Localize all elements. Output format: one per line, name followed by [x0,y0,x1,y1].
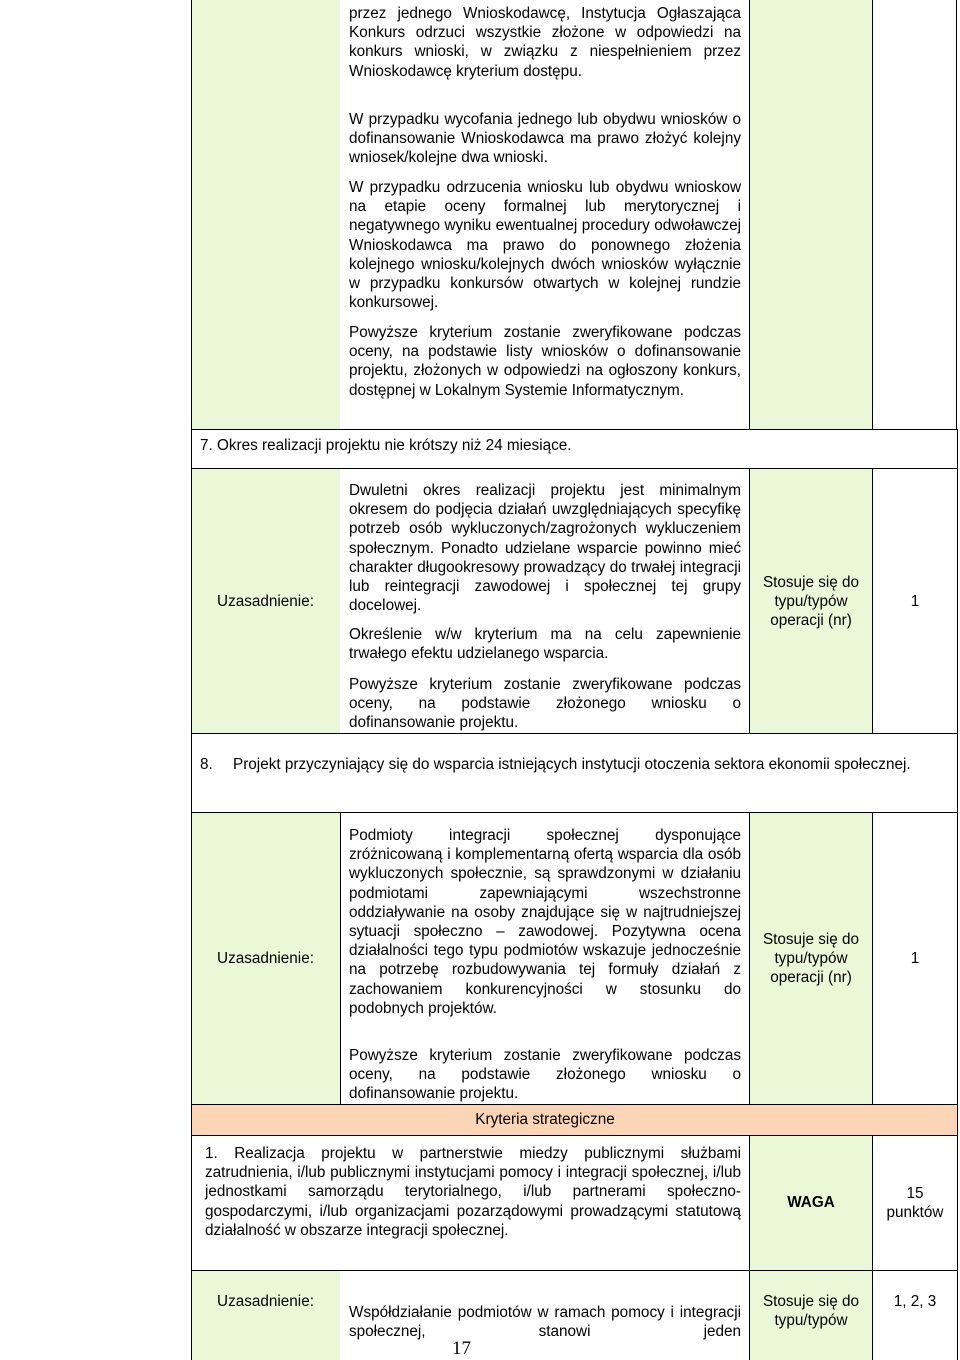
col4-top-border [873,0,957,430]
strategic-applies-text: Stosuje się do typu/typów [762,1293,860,1330]
strategic-justification-label: Uzasadnienie: [217,1293,314,1310]
criterion-8-justification-label: Uzasadnienie: [217,949,314,967]
criterion-7-justification-label: Uzasadnienie: [217,592,314,610]
criterion-8-applies-text: Stosuje się do typu/typów operacji (nr) [762,930,860,987]
criterion-7-paragraph-1: Dwuletni okres realizacji projektu jest minimalnym okresem do podjęcia działań uwzględniających specyfikę potrzeb osób wykluczonych/zagrożonych wykluczeniem społecznym. Ponadto udzielane wsparcie powinno mieć charakter długookresowy prowadzący do trwałej integracji lub reintegracji zawodowej i społecznej tej grupy docelowej. [349,482,741,615]
strategic-criterion-1-text: 1. Realizacja projektu w partnerstwie miedzy publicznymi służbami zatrudnienia, i/lub publicznymi instytucjami pomocy i integracji społecznej, i/lub jednostkami samorządu terytorialnego, i/lub partnerami społeczno-gospodarczymi, i/lub organizacjami pozarządowymi prowadzącymi statutową działalność w obszarze integracji społecznej. [205,1145,741,1239]
col1-top-shade [191,0,340,430]
criterion-8-paragraph-1: Podmioty integracji społecznej dysponujące zróżnicowaną i komplementarną ofertą wsparcia dla osób wykluczonych społecznie, są sprawdzonymi w działaniu podmiotami zapewniającymi wszechstronne oddziaływanie na osoby znajdujące się w najtrudniejszej sytuacji społeczno – zawodowej. Pozytywna ocena działalności tego typu podmiotów wskazuje jednocześnie na potrzebę rozbudowywania tej formuły działań z zachowaniem konkurencyjności w stosunku do podobnych projektów. [349,827,741,1017]
weight-label: WAGA [787,1194,835,1212]
criterion-7-paragraph-3: Powyższe kryterium zostanie zweryfikowane podczas oceny, na podstawie złożonego wniosku o dofinansowanie projektu. [349,676,741,732]
criterion-8-number: 8. [200,756,213,773]
criterion-8-text-left-border [340,813,341,1104]
top-paragraph-1: przez jednego Wnioskodawcę, Instytucja Ogłaszająca Konkurs odrzuci wszystkie złożone w odpowiedzi na konkurs wnioski, w związku z niespełnieniem przez Wnioskodawcę kryterium dostępu. [349,5,741,80]
page-number: 17 [452,1338,471,1359]
criterion-7-value: 1 [910,592,920,610]
top-paragraph-3: W przypadku odrzucenia wniosku lub obydwu wnioskow na etapie oceny formalnej lub merytorycznej i negatywnego wyniku ewentualnej procedury odwoławczej Wnioskodawca ma prawo do ponownego złożenia kolejnego wniosku/kolejnych dwóch wniosków wyłącznie w przypadku konkursów otwartych w kolejnej rundzie konkursowej. [349,179,741,312]
strategic-justification-label-cell [191,1271,340,1360]
strategic-criteria-title: Kryteria strategiczne [475,1111,615,1129]
strategic-justification-text: Współdziałanie podmiotów w ramach pomocy i integracji społecznej, stanowi jeden [349,1304,741,1341]
criterion-8-paragraph-2: Powyższe kryterium zostanie zweryfikowane podczas oceny, na podstawie złożonego wniosku o dofinansowanie projektu. [349,1047,741,1103]
criterion-7-heading: 7. Okres realizacji projektu nie krótszy niż 24 miesiące. [200,437,572,454]
strategic-points: 15 punktów [886,1184,944,1221]
top-paragraph-2: W przypadku wycofania jednego lub obydwu wniosków o dofinansowanie Wnioskodawca ma prawo złożyć kolejny wniosek/kolejne dwa wnioski. [349,111,741,167]
criterion-7-applies-text: Stosuje się do typu/typów operacji (nr) [762,573,860,630]
strategic-justification-value-border [873,1271,958,1360]
criterion-7-paragraph-2: Określenie w/w kryterium ma na celu zapewnienie trwałego efektu udzielanego wsparcia. [349,626,741,663]
criterion-8-heading: Projekt przyczyniający się do wsparcia istniejących instytucji otoczenia sektora ekonomii społecznej. [233,756,911,773]
col3-top-shade [749,0,873,430]
top-paragraph-4: Powyższe kryterium zostanie zweryfikowane podczas oceny, na podstawie listy wniosków o dofinansowanie projektu, złożonych w odpowiedzi na ogłoszony konkurs, dostępnej w Lokalnym Systemie Informatycznym. [349,324,741,399]
criterion-8-value: 1 [910,949,920,967]
strategic-value: 1, 2, 3 [893,1293,937,1310]
